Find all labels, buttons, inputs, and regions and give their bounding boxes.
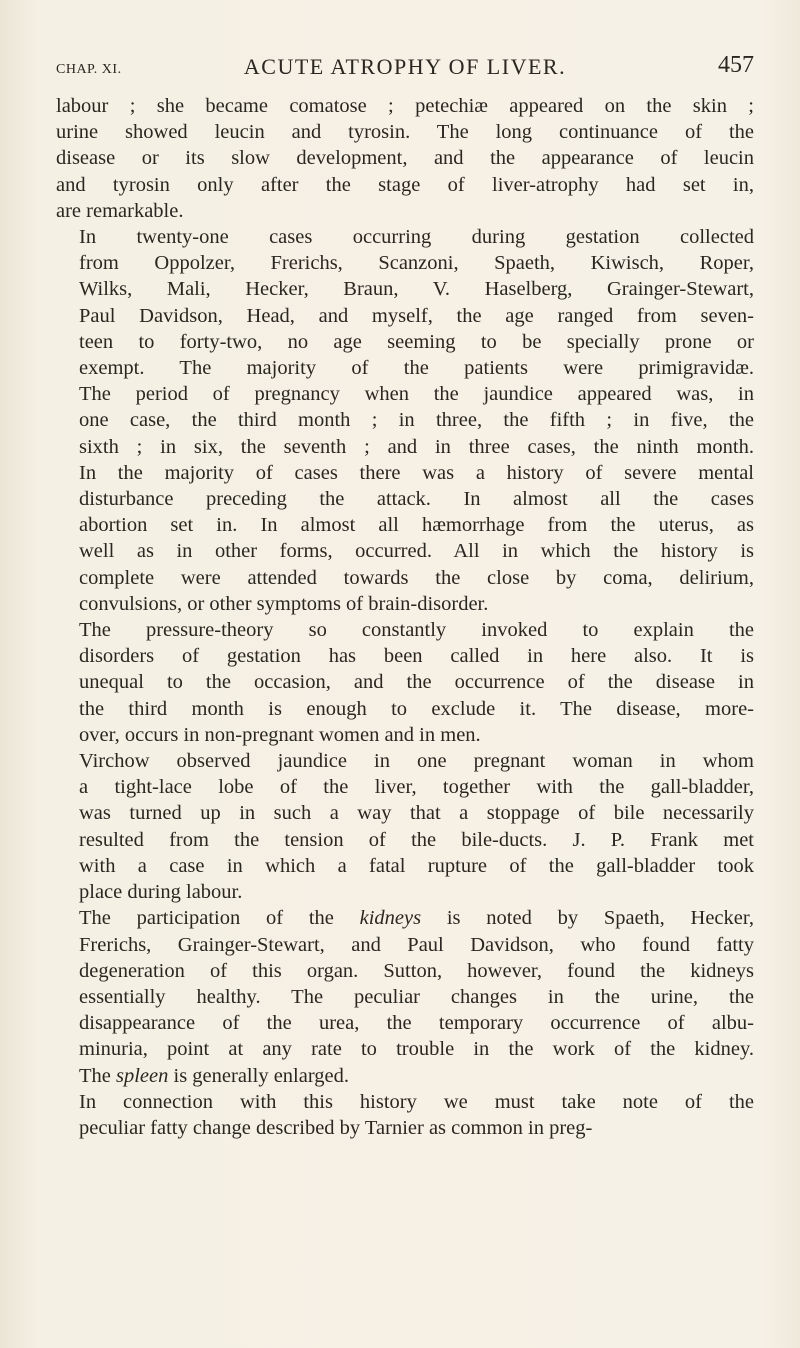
text-line: well as in other forms, occurred. All in which the history is: [79, 540, 754, 563]
text-line: Paul Davidson, Head, and myself, the age ranged from seven-: [79, 304, 754, 327]
text-line: The pressure-theory so constantly invoked to explain the: [79, 619, 754, 642]
text-line: over, occurs in non-pregnant women and in men.: [79, 723, 481, 746]
text-line: disturbance preceding the attack. In almost all the cases: [79, 488, 754, 511]
text-line: Virchow observed jaundice in one pregnant woman in whom: [79, 750, 754, 773]
text-line: the third month is enough to exclude it. The disease, more-: [79, 697, 754, 720]
text-line: with a case in which a fatal rupture of the gall-bladder took: [79, 854, 754, 877]
paragraph: [56, 905, 754, 1088]
text-line: convulsions, or other symptoms of brain-disorder.: [79, 592, 489, 615]
text-line: disappearance of the urea, the temporary occurrence of albu-: [79, 1012, 754, 1035]
text-line: complete were attended towards the close by coma, delirium,: [79, 566, 754, 589]
paragraph: [56, 1089, 754, 1141]
text-line: In the majority of cases there was a history of severe mental: [79, 461, 754, 484]
text-line: was turned up in such a way that a stoppage of bile necessarily: [79, 802, 754, 825]
text-line: disorders of gestation has been called in here also. It is: [79, 645, 754, 668]
text-line: labour ; she became comatose ; petechiæ appeared on the skin ;: [56, 95, 754, 117]
text-line: exempt. The majority of the patients were primigravidæ.: [79, 357, 754, 380]
text-line: sixth ; in six, the seventh ; and in three cases, the ninth month.: [79, 435, 754, 458]
text-line: disease or its slow development, and the appearance of leucin: [56, 147, 754, 170]
text-line: peculiar fatty change described by Tarnier as common in preg-: [79, 1116, 593, 1139]
text-line: Wilks, Mali, Hecker, Braun, V. Haselberg, Grainger-Stewart,: [79, 278, 754, 301]
paragraph: [56, 748, 754, 905]
paragraph: [56, 93, 754, 224]
text-line: abortion set in. In almost all hæmorrhage from the uterus, as: [79, 514, 754, 537]
chapter-title: ACUTE ATROPHY OF LIVER.: [243, 54, 567, 79]
text-line: resulted from the tension of the bile-ducts. J. P. Frank met: [79, 828, 754, 851]
text-line: one case, the third month ; in three, the fifth ; in five, the: [79, 409, 754, 432]
text-line: Frerichs, Grainger-Stewart, and Paul Davidson, who found fatty: [79, 933, 754, 956]
text-line: teen to forty-two, no age seeming to be specially prone or: [79, 330, 754, 353]
text-line: The spleen is generally enlarged.: [79, 1064, 350, 1087]
text-line: and tyrosin only after the stage of liver-atrophy had set in,: [56, 173, 754, 196]
text-line: a tight-lace lobe of the liver, together with the gall-bladder,: [79, 776, 754, 799]
text-line: minuria, point at any rate to trouble in the work of the kidney.: [79, 1038, 754, 1061]
text-line: In connection with this history we must take note of the: [79, 1090, 754, 1113]
paragraph: [56, 617, 754, 748]
text-line: urine showed leucin and tyrosin. The long continuance of the: [56, 121, 754, 144]
text-line: essentially healthy. The peculiar changes in the urine, the: [79, 985, 754, 1008]
text-line: from Oppolzer, Frerichs, Scanzoni, Spaeth, Kiwisch, Roper,: [79, 252, 754, 275]
text-line: In twenty-one cases occurring during gestation collected: [79, 226, 754, 249]
text-line: place during labour.: [79, 881, 243, 904]
page-number: 457: [718, 52, 754, 78]
chapter-label: CHAP. XI.: [56, 62, 122, 77]
text-line: The participation of the kidneys is noted by Spaeth, Hecker,: [79, 907, 755, 930]
text-line: degeneration of this organ. Sutton, however, found the kidneys: [79, 959, 754, 982]
body-text: [56, 93, 754, 1141]
text-line: The period of pregnancy when the jaundice appeared was, in: [79, 383, 754, 406]
text-line: are remarkable.: [56, 199, 184, 222]
paragraph: [56, 224, 754, 617]
running-head: [56, 46, 754, 86]
text-line: unequal to the occasion, and the occurrence of the disease in: [79, 671, 754, 694]
